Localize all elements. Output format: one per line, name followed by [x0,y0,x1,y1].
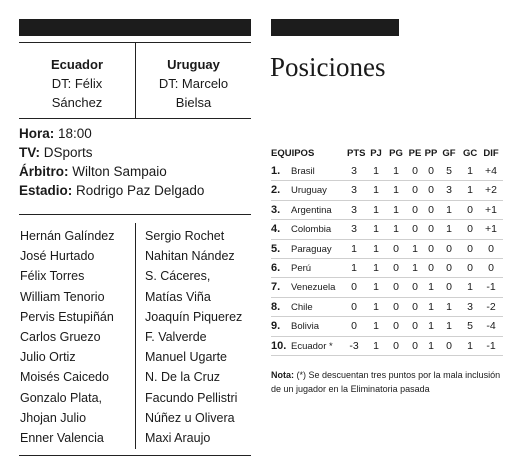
home-player: Pervis Estupiñán [20,309,114,324]
header-gc: GC [463,148,478,159]
header-equipos: EQUIPOS [271,148,315,159]
info-row [19,143,251,162]
cell-gc: 0 [467,261,473,274]
cell-pts: 3 [351,184,357,197]
cell-pj: 1 [373,261,379,274]
cell-pp: 1 [428,300,434,313]
info-row [19,124,251,143]
cell-pp: 0 [428,261,434,274]
header-gf: GF [442,148,456,159]
lineups-bottom-rule [19,455,251,456]
standings-row [271,259,503,278]
home-player: Julio Ortiz [20,350,76,365]
header-pg: PG [389,148,403,159]
cell-team: Bolivia [291,321,319,333]
cell-dif: +4 [485,165,497,177]
home-player: José Hurtado [20,249,95,264]
cell-pj: 1 [373,223,379,236]
cell-pg: 0 [393,261,399,274]
note-label: Nota: [271,370,294,380]
cell-pos: 5. [271,242,281,255]
cell-pe: 1 [412,242,418,255]
home-team [19,43,135,118]
cell-pj: 1 [373,281,379,294]
cell-pts: 3 [351,203,357,216]
away-player: F. Valverde [145,330,207,345]
standings-row [271,201,503,220]
cell-gc: 3 [467,300,473,313]
teams-box [19,43,251,118]
cell-gc: 1 [467,184,473,197]
cell-dif: -2 [486,300,496,313]
info-value: 18:00 [58,126,92,141]
header-pj: PJ [370,148,382,159]
cell-pos: 6. [271,261,281,274]
cell-pp: 0 [428,165,434,177]
standings-row [271,337,503,356]
cell-gf: 0 [446,281,452,294]
cell-pg: 0 [393,339,399,352]
info-label: Hora: [19,126,55,141]
standings-row [271,278,503,297]
home-lineup [19,223,135,449]
home-team-name: Ecuador [50,57,103,72]
info-row [19,181,251,200]
info-label: TV: [19,145,41,160]
info-row [19,162,251,181]
cell-pos: 7. [271,281,281,294]
cell-gf: 1 [446,320,452,333]
cell-pj: 1 [373,203,379,216]
standings-row [271,240,503,259]
home-coach-line2: Sánchez [51,95,103,110]
cell-gc: 0 [467,223,473,236]
cell-team: Chile [291,301,313,313]
away-player: Nahitan Nández [145,249,235,264]
cell-pg: 0 [393,320,399,333]
cell-pg: 0 [393,281,399,294]
cell-gc: 5 [467,320,473,333]
standings-rows [271,162,503,356]
standings-row [271,298,503,317]
cell-pos: 8. [271,300,281,313]
standings-note [271,368,511,396]
cell-dif: -4 [486,320,496,333]
home-player: William Tenorio [20,289,105,304]
cell-pg: 0 [393,242,399,255]
cell-dif: 0 [488,261,494,274]
away-player: Manuel Ugarte [145,350,227,365]
left-header-bar [19,19,251,36]
cell-dif: +1 [485,203,497,216]
cell-pe: 0 [412,165,418,177]
cell-pos: 1. [271,165,281,177]
cell-pp: 0 [428,184,434,197]
cell-gf: 1 [446,203,452,216]
header-pts: PTS [347,148,366,159]
cell-pos: 9. [271,320,281,333]
cell-pp: 1 [428,339,434,352]
away-coach-line2: Bielsa [175,95,212,110]
header-pp: PP [424,148,438,159]
cell-gc: 0 [467,203,473,216]
cell-pp: 1 [428,320,434,333]
standings-row [271,162,503,181]
cell-pg: 1 [393,203,399,216]
info-label: Árbitro: [19,164,69,179]
away-player: S. Cáceres, [145,269,211,284]
info-value: Wilton Sampaio [72,164,167,179]
cell-gc: 1 [467,165,473,177]
standings-table [271,146,503,356]
standings-header-row [271,146,503,162]
cell-pj: 1 [373,320,379,333]
cell-team: Brasil [291,166,315,177]
cell-gf: 3 [446,184,452,197]
cell-team: Venezuela [291,282,336,294]
away-team-name: Uruguay [167,57,220,72]
standings-row [271,220,503,239]
cell-pts: 3 [351,223,357,236]
cell-gf: 0 [446,242,452,255]
info-value: Rodrigo Paz Delgado [76,183,205,198]
cell-pe: 0 [412,184,418,197]
cell-pe: 0 [412,339,418,352]
cell-dif: -1 [486,339,496,352]
cell-gf: 1 [446,300,452,313]
home-player: Félix Torres [20,269,85,284]
note-text: (*) Se descuentan tres puntos por la mala inclusión de un jugador en la Eliminatoria pasada [271,370,501,394]
standings-row [271,317,503,336]
cell-team: Uruguay [291,185,327,197]
cell-pj: 1 [373,184,379,197]
teams-bottom-rule [19,118,251,119]
cell-pts: 0 [351,300,357,313]
away-coach-line1: DT: Marcelo [158,76,229,91]
cell-pts: 1 [351,261,357,274]
home-coach-line1: DT: Félix [51,76,103,91]
lineups-top-rule [19,214,251,215]
away-player: Núñez u Olivera [145,410,235,425]
cell-pp: 0 [428,203,434,216]
cell-gf: 1 [446,223,452,236]
cell-pts: -3 [349,339,359,352]
cell-pos: 2. [271,184,281,197]
home-player: Jhojan Julio [20,410,87,425]
cell-pj: 1 [373,300,379,313]
header-pe: PE [408,148,422,159]
standings-row [271,181,503,200]
home-player: Enner Valencia [20,431,104,446]
home-player: Hernán Galíndez [20,229,115,243]
cell-team: Paraguay [291,243,332,255]
cell-pp: 0 [428,242,434,255]
cell-pts: 0 [351,320,357,333]
cell-dif: 0 [488,242,494,255]
away-player: Joaquín Piquerez [145,309,243,324]
cell-pos: 4. [271,223,281,236]
cell-pts: 3 [351,165,357,177]
home-player: Moisés Caicedo [20,370,109,385]
cell-pos: 10. [271,339,287,352]
cell-pe: 0 [412,320,418,333]
cell-pts: 0 [351,281,357,294]
cell-pg: 1 [393,165,399,177]
cell-pg: 1 [393,184,399,197]
cell-gf: 0 [446,339,452,352]
cell-gc: 0 [467,242,473,255]
cell-team: Perú [291,262,312,274]
cell-pp: 1 [428,281,434,294]
cell-pj: 1 [373,165,379,177]
cell-pj: 1 [373,242,379,255]
away-team [135,43,251,118]
cell-gf: 5 [446,165,452,177]
home-player: Carlos Gruezo [20,330,101,345]
cell-pe: 0 [412,300,418,313]
cell-pg: 0 [393,300,399,313]
away-player: N. De la Cruz [145,370,221,385]
away-player: Sergio Rochet [145,229,225,243]
cell-pe: 0 [412,223,418,236]
home-player: Gonzalo Plata, [20,390,102,405]
cell-pts: 1 [351,242,357,255]
cell-gf: 0 [446,261,452,274]
cell-pp: 0 [428,223,434,236]
header-dif: DIF [483,148,499,159]
cell-pe: 1 [412,261,418,274]
cell-team: Argentina [291,204,332,216]
cell-pe: 0 [412,203,418,216]
cell-dif: +1 [485,223,497,236]
cell-dif: +2 [485,184,497,197]
cell-gc: 1 [467,339,473,352]
match-info [19,124,251,200]
cell-dif: -1 [486,281,496,294]
standings-title: Posiciones [270,52,386,82]
right-header-bar [271,19,399,36]
away-player: Facundo Pellistri [145,390,238,405]
cell-pos: 3. [271,203,281,216]
away-player: Maxi Araujo [145,431,211,446]
cell-pe: 0 [412,281,418,294]
info-label: Estadio: [19,183,73,198]
info-value: DSports [43,145,93,160]
cell-pg: 1 [393,223,399,236]
lineups [19,223,251,449]
cell-gc: 1 [467,281,473,294]
away-lineup [135,223,251,449]
cell-team: Ecuador * [291,340,333,352]
away-player: Matías Viña [145,289,211,304]
cell-team: Colombia [291,224,332,236]
cell-pj: 1 [373,339,379,352]
